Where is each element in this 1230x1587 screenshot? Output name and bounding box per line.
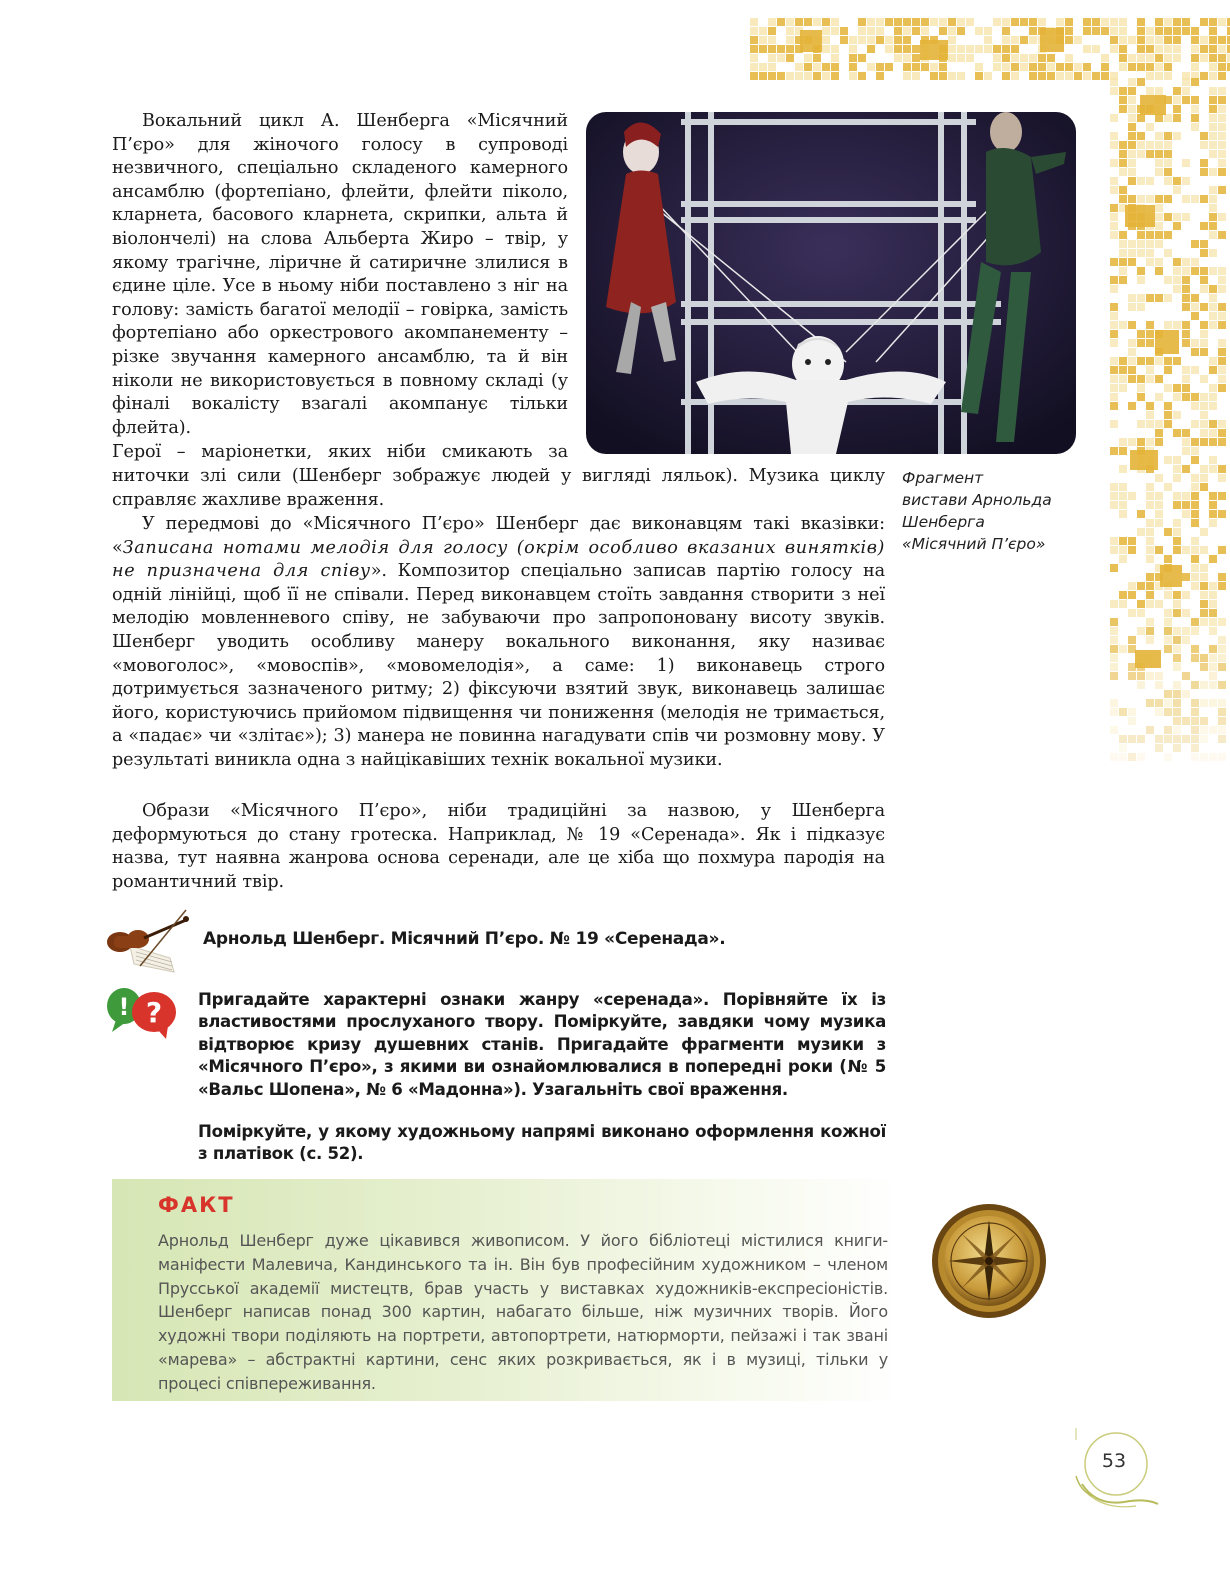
- caption-line: вистави Арнольда: [902, 491, 1052, 509]
- paragraph-intro-tail2: ниточки злі сили (Шенберг зображує людей у вигляді ляльок). Музика циклу справляє жахливе враження.: [112, 466, 885, 510]
- paragraph-preface: У передмові до «Місячного П’єро» Шенберг дає виконавцям такі вказівки: «Записана нотами мелодія для голосу (окрім особливо вказаних винятків) не призначена для співу». Композитор спеціально записав партію голосу на одній лінійці, щоб її не співали. Перед виконавцем стоїть завдання створити з неї мелодію мовленневого співу, не забуваючи про запропоновану висоту звуків. Шенберг уводить особливу манеру вокального виконання, яку називає «мовоголос», «мовоспів», «мовомелодія», а саме: 1) виконавець строго дотримується зазначеного ритму; 2) фіксуючи взятий звук, виконавець залишає його, користуючись прийомом підвищення чи пониження (мелодія не тримається, а «падає» чи «злітає»); 3) манера не повинна нагадувати спів чи розмовну мову. У результаті виникла одна з найцікавіших технік вокальної музики.: [112, 514, 886, 770]
- fact-box: [112, 1179, 902, 1401]
- paragraph-intro-tail1: Герої – маріонетки, яких ніби смикають за: [112, 442, 568, 462]
- fact-title: ФАКТ: [158, 1193, 235, 1217]
- svg-text:!: !: [118, 993, 130, 1021]
- listening-title: Арнольд Шенберг. Місячний П’єро. № 19 «Серенада».: [203, 929, 726, 949]
- fact-text: Арнольд Шенберг дуже цікавився живописом. У його бібліотеці містилися книги-маніфести Малевича, Кандинського та ін. Він був професійним художником – членом Прусської академії мистецтв, брав участь у виставках художників-експресіоністів. Шенберг написав понад 300 картин, набагато більше, ніж музичних творів. Його художні твори поділяють на портрети, автопортрети, натюрморти, пейзажі і так звані «марева» – абстрактні картини, сенс яких розкривається, як і в музиці, тільки у процесі співпереживання.: [158, 1231, 888, 1393]
- quote-italic: Записана нотами мелодія для голосу (окрім особливо вказаних винятків) не призначена для співу: [112, 537, 885, 582]
- page-number: 53: [1101, 1450, 1127, 1472]
- violin-icon: [100, 906, 192, 976]
- caption-line: Фрагмент: [902, 469, 984, 487]
- question-text-1: Пригадайте характерні ознаки жанру «серенада». Порівняйте їх із властивостями прослуханого твору. Поміркуйте, завдяки чому музика відтворює кризу душевних станів. Пригадайте фрагменти музики з «Місячного П’єро», з якими ви ознайомлювалися в попередні роки (№ 5 «Вальс Шопена», № 6 «Мадонна»). Узагальніть свої враження.: [198, 990, 886, 1099]
- compass-icon: [930, 1202, 1048, 1320]
- caption-line: Шенберга: [902, 513, 985, 531]
- paragraph-images: Образи «Місячного П’єро», ніби традиційні за назвою, у Шенберга деформуються до стану гротеска. Наприклад, № 19 «Серенада». Як і підказує назва, тут наявна жанрова основа серенади, але це хіба що похмура пародія на романтичний твір.: [112, 801, 885, 892]
- svg-text:?: ?: [145, 996, 163, 1029]
- question-exclamation-icon: [106, 984, 184, 1040]
- caption-line: «Місячний П’єро»: [902, 535, 1046, 553]
- paragraph-intro: Вокальний цикл А. Шенберга «Місячний П’єро» для жіночого голосу в супроводі незвичного, спеціально складеного камерного ансамблю (фортепіано, флейти, флейти піколо, кларнета, басового кларнета, скрипки, альта й віолончелі) на слова Альберта Жиро – твір, у якому трагічне, ліричне й сатиричне злилися в єдине ціле. Усе в ньому ніби поставлено з ніг на голову: замість багатої мелодії – говірка, замість фортепіано або оркестрового акомпанементу – різке звучання камерного ансамблю, та й він ніколи не використовується в повному складі (у фіналі вокалісту взагалі акомпанує тільки флейта).: [112, 111, 568, 438]
- performance-photo: [586, 112, 1076, 454]
- photo-caption: [902, 467, 1092, 555]
- question-text-2: Поміркуйте, у якому художньому напрямі виконано оформлення кожної з платівок (с. 52).: [198, 1122, 886, 1164]
